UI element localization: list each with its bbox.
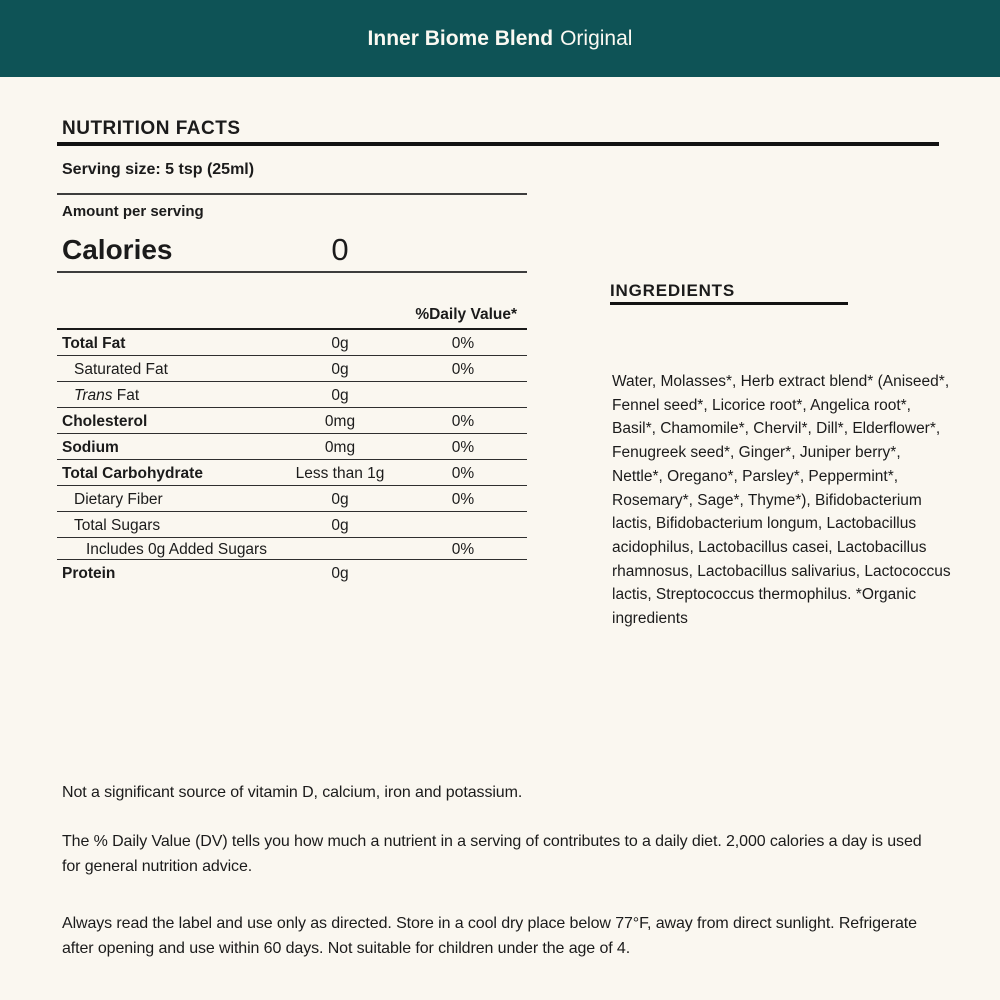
nutrient-label: Includes 0g Added Sugars: [86, 541, 267, 558]
table-row-sodium: [57, 434, 527, 460]
table-row-saturated-fat: [57, 356, 527, 382]
table-row-total-carbohydrate: [57, 460, 527, 486]
product-name: Inner Biome Blend: [367, 26, 554, 50]
nutrient-dv: 0%: [451, 439, 475, 456]
table-row-trans-fat: [57, 382, 527, 408]
nutrient-amount: 0g: [331, 361, 349, 378]
nutrient-amount: Less than 1g: [295, 465, 385, 482]
calories-value: 0: [331, 232, 349, 267]
serving-size-rule: [57, 193, 527, 195]
nutrient-label: Total Carbohydrate: [62, 465, 203, 482]
nutrient-label: Protein: [62, 565, 116, 582]
nutrient-dv: 0%: [451, 465, 475, 482]
nutrient-dv: 0%: [451, 491, 475, 508]
nutrient-amount: 0mg: [324, 439, 356, 456]
table-row-total-sugars: [57, 512, 527, 538]
nutrient-amount: 0mg: [324, 413, 356, 430]
nutrient-label: Total Sugars: [74, 517, 161, 534]
nutrient-label: Cholesterol: [62, 413, 148, 430]
nutrition-table: [57, 300, 527, 586]
daily-value-header: %Daily Value*: [415, 306, 517, 323]
calories-rule: [57, 271, 527, 273]
ingredients-text: Water, Molasses*, Herb extract blend* (Aniseed*, Fennel seed*, Licorice root*, Angelica root*, Basil*, Chamomile*, Chervil*, Dill*, Elderflower*, Fenugreek seed*, Ginger*, Juniper berry*, Nettle*, Oregano*, Parsley*, Peppermint*, Rosemary*, Sage*, Thyme*), Bifidobacterium lactis, Bifidobacterium longum, Lactobacillus acidophilus, Lactobacillus casei, Lactobacillus rhamnosus, Lactobacillus salivarius, Lactococcus lactis, Streptococcus thermophilus. *Organic ingredients: [612, 373, 951, 628]
nutrient-dv: 0%: [451, 361, 475, 378]
product-variant: Original: [560, 26, 633, 50]
nutrient-amount: 0g: [331, 335, 349, 352]
amount-per-serving-label: Amount per serving: [62, 203, 204, 220]
nutrient-label: Total Fat: [62, 335, 126, 352]
nutrient-dv: 0%: [451, 541, 475, 558]
nutrient-label: Trans Fat: [74, 387, 140, 404]
nutrient-dv: 0%: [451, 335, 475, 352]
nutrient-label: Dietary Fiber: [74, 491, 163, 508]
nutrition-facts-rule: [57, 142, 939, 146]
table-row-added-sugars: [57, 538, 527, 560]
daily-value-header-row: [57, 300, 527, 330]
table-row-total-fat: [57, 330, 527, 356]
nutrient-amount: 0g: [331, 517, 349, 534]
nutrition-facts-heading: NUTRITION FACTS: [62, 118, 241, 139]
calories-label: Calories: [62, 234, 173, 265]
ingredients-rule: [610, 302, 848, 305]
nutrient-amount: 0g: [331, 491, 349, 508]
footnote-daily-value: The % Daily Value (DV) tells you how much a nutrient in a serving of contributes to a daily diet. 2,000 calories a day is used for general nutrition advice.: [62, 833, 922, 875]
nutrient-dv: 0%: [451, 413, 475, 430]
ingredients-heading: INGREDIENTS: [610, 281, 735, 300]
table-row-dietary-fiber: [57, 486, 527, 512]
footnote-not-significant: Not a significant source of vitamin D, calcium, iron and potassium.: [62, 784, 523, 801]
footnote-storage: Always read the label and use only as directed. Store in a cool dry place below 77°F, away from direct sunlight. Refrigerate after opening and use within 60 days. Not suitable for children under the age of 4.: [62, 915, 917, 957]
nutrient-amount: 0g: [331, 565, 349, 582]
nutrient-label: Sodium: [62, 439, 119, 456]
serving-size: Serving size: 5 tsp (25ml): [62, 161, 255, 178]
nutrient-amount: 0g: [331, 387, 349, 404]
table-row-protein: [57, 560, 527, 586]
calories-row: [62, 232, 527, 272]
table-row-cholesterol: [57, 408, 527, 434]
nutrient-label: Saturated Fat: [74, 361, 168, 378]
product-header: [0, 0, 1000, 77]
